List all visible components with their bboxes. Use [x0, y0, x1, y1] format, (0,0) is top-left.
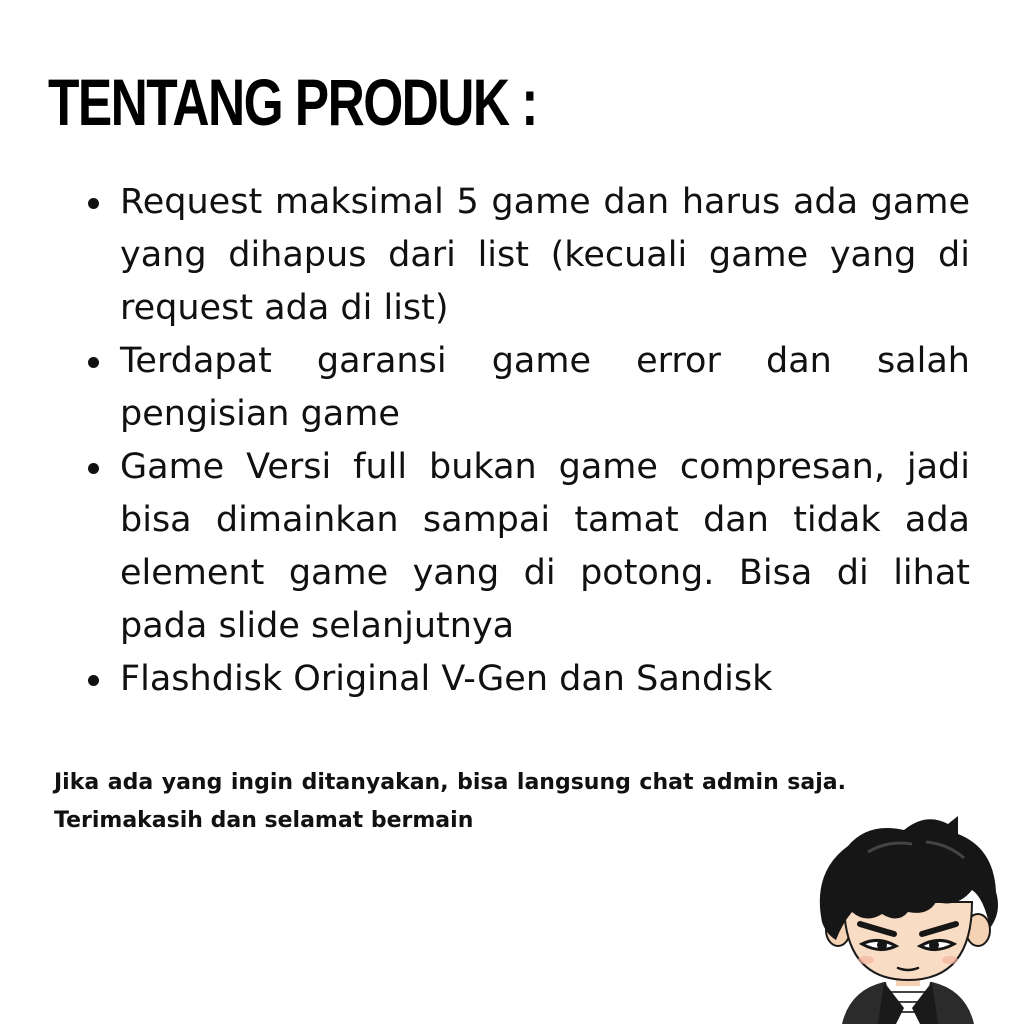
- bullet-icon: [88, 463, 99, 474]
- bullet-icon: [88, 198, 99, 209]
- feature-list: [84, 176, 970, 706]
- contact-note: Jika ada yang ingin ditanyakan, bisa langsung chat admin saja. Terimakasih dan selamat bermain: [54, 770, 846, 833]
- feature-text: Flashdisk Original V-Gen dan Sandisk: [120, 659, 773, 699]
- list-item: [84, 441, 970, 653]
- feature-text: Terdapat garansi game error dan salah pengisian game: [120, 341, 970, 434]
- bullet-icon: [88, 675, 99, 686]
- page-title: TENTANG PRODUK :: [48, 65, 537, 139]
- bullet-icon: [88, 357, 99, 368]
- list-item: [84, 653, 970, 706]
- cartoon-boy-avatar-icon: [808, 812, 1008, 1024]
- list-item: [84, 176, 970, 335]
- list-item: [84, 335, 970, 441]
- feature-text: Game Versi full bukan game compresan, jadi bisa dimainkan sampai tamat dan tidak ada element game yang di potong. Bisa di lihat pada slide selanjutnya: [120, 447, 970, 646]
- feature-text: Request maksimal 5 game dan harus ada game yang dihapus dari list (kecuali game yang di request ada di list): [120, 182, 970, 328]
